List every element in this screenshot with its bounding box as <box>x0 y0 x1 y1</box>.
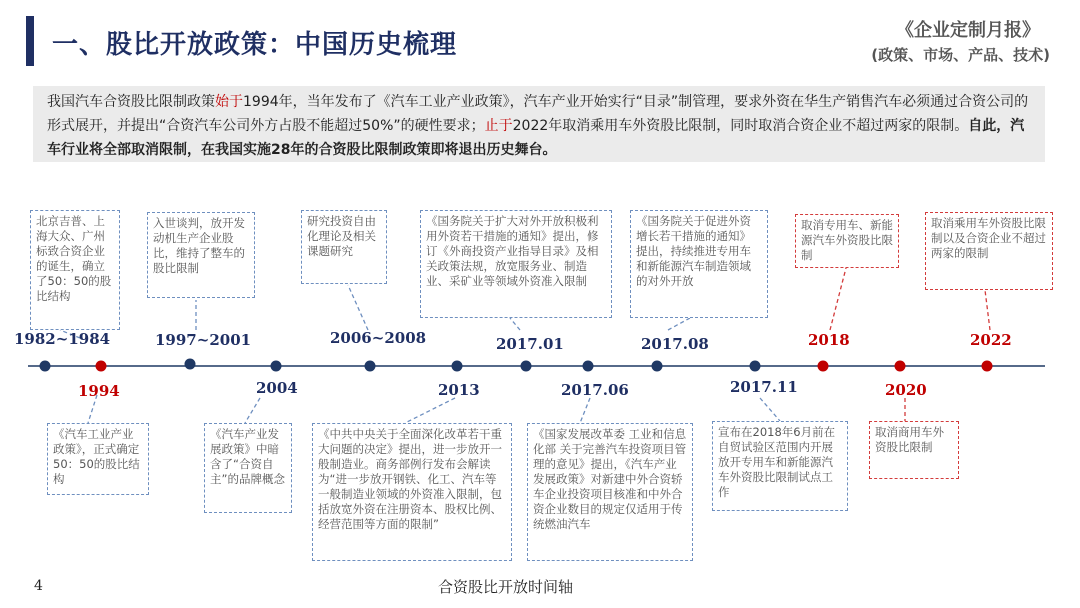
label-2018: 2018 <box>808 331 850 349</box>
note-1994: 《汽车工业产业政策》，正式确定50：50的股比结构 <box>47 423 149 495</box>
dot-2018 <box>818 361 829 372</box>
figure-caption: 合资股比开放时间轴 <box>438 578 574 596</box>
note-2017-01: 《国务院关于扩大对外开放积极利用外资若干措施的通知》提出，修订《外商投资产业指导目录》及相关政策法规，放宽服务业、制造业、采矿业等领域外资准入限制 <box>420 210 612 318</box>
dot-2017-06 <box>583 361 594 372</box>
dot-2017-01 <box>521 361 532 372</box>
intro-text-2: 1994年，当年发布了《汽车工业产业政策》，汽车产业开始实行“目录”制管理，要求外资在华生产销售汽车必须通过合资公司的形式展开，并提出“合资汽车公司外方占股不能超过50%”的硬性要求； <box>47 94 1029 134</box>
label-1982-1984: 1982~1984 <box>14 330 111 348</box>
connector-2017-06 <box>580 398 590 423</box>
dot-2017-08 <box>652 361 663 372</box>
label-2006-2008: 2006~2008 <box>330 329 427 347</box>
dot-2004 <box>271 361 282 372</box>
dot-2020 <box>895 361 906 372</box>
intro-conclusion: 自此，汽车行业将全部取消限制，在我国实施28年的合资股比限制政策即将退出历史舞台。 <box>47 118 1025 158</box>
note-2004: 《汽车产业发展政策》中暗含了“合资自主”的品牌概念 <box>204 423 292 513</box>
connector-2004 <box>245 398 260 423</box>
note-2020: 取消商用车外资股比限制 <box>869 421 959 479</box>
dot-1994 <box>96 361 107 372</box>
note-1982: 北京吉普、上海大众、广州标致合资企业的诞生，确立了50：50的股比结构 <box>30 210 120 330</box>
dot-1997 <box>185 359 196 370</box>
connector-2022 <box>985 290 990 330</box>
connector-2017-08 <box>668 318 690 330</box>
connector-2013 <box>405 398 455 423</box>
report-title: 《企业定制月报》 <box>896 20 1040 41</box>
note-2018: 取消专用车、新能源汽车外资股比限制 <box>795 214 899 268</box>
intro-text-1: 我国汽车合资股比限制政策 <box>47 94 215 110</box>
dot-1982 <box>40 361 51 372</box>
intro-highlight-start: 始于 <box>215 94 243 110</box>
label-2013: 2013 <box>438 381 480 399</box>
report-subtitle: (政策、市场、产品、技术) <box>871 46 1050 64</box>
label-2017-01: 2017.01 <box>496 335 564 353</box>
connector-2018 <box>830 268 846 330</box>
note-2017-11: 宣布在2018年6月前在自贸试验区范围内开展放开专用车和新能源汽车外资股比限制试点工作 <box>712 421 848 511</box>
intro-highlight-end: 止于 <box>484 118 513 134</box>
label-2017-08: 2017.08 <box>641 335 709 353</box>
label-2020: 2020 <box>885 381 927 399</box>
page-number: 4 <box>34 578 43 594</box>
dot-2022 <box>982 361 993 372</box>
label-2022: 2022 <box>970 331 1012 349</box>
connector-2017-01 <box>510 318 520 330</box>
connector-2017-11 <box>760 398 780 421</box>
label-1994: 1994 <box>78 382 120 400</box>
label-1997-2001: 1997~2001 <box>155 331 252 349</box>
note-2006: 研究投资自由化理论及相关课题研究 <box>301 210 387 284</box>
note-2022: 取消乘用车外资股比限制以及合资企业不超过两家的限制 <box>925 212 1053 290</box>
connector-2006 <box>348 285 368 330</box>
note-2013: 《中共中央关于全面深化改革若干重大问题的决定》提出，进一步放开一般制造业。商务部例行发布会解读为“进一步放开钢铁、化工、汽车等一般制造业领域的外资准入限制，包括放宽外资在注册资本、股权比例、经营范围等方面的限制” <box>312 423 512 561</box>
note-2017-06: 《国家发展改革委 工业和信息化部 关于完善汽车投资项目管理的意见》提出，《汽车产业发展政策》对新建中外合资轿车企业投资项目核准和中外合资企业数目的规定仅适用于传统燃油汽车 <box>527 423 693 561</box>
label-2017-11: 2017.11 <box>730 378 798 396</box>
intro-text-3: 2022年取消乘用车外资股比限制，同时取消合资企业不超过两家的限制。 <box>512 118 969 134</box>
note-1997: 入世谈判，放开发动机生产企业股比，维持了整车的股比限制 <box>147 212 255 298</box>
dot-2017-11 <box>750 361 761 372</box>
dot-2013 <box>452 361 463 372</box>
note-2017-08: 《国务院关于促进外资增长若干措施的通知》提出，持续推进专用车和新能源汽车制造领域的对外开放 <box>630 210 768 318</box>
slide-title: 一、股比开放政策：中国历史梳理 <box>52 30 458 60</box>
dot-2006 <box>365 361 376 372</box>
label-2017-06: 2017.06 <box>561 381 629 399</box>
label-2004: 2004 <box>256 379 298 397</box>
